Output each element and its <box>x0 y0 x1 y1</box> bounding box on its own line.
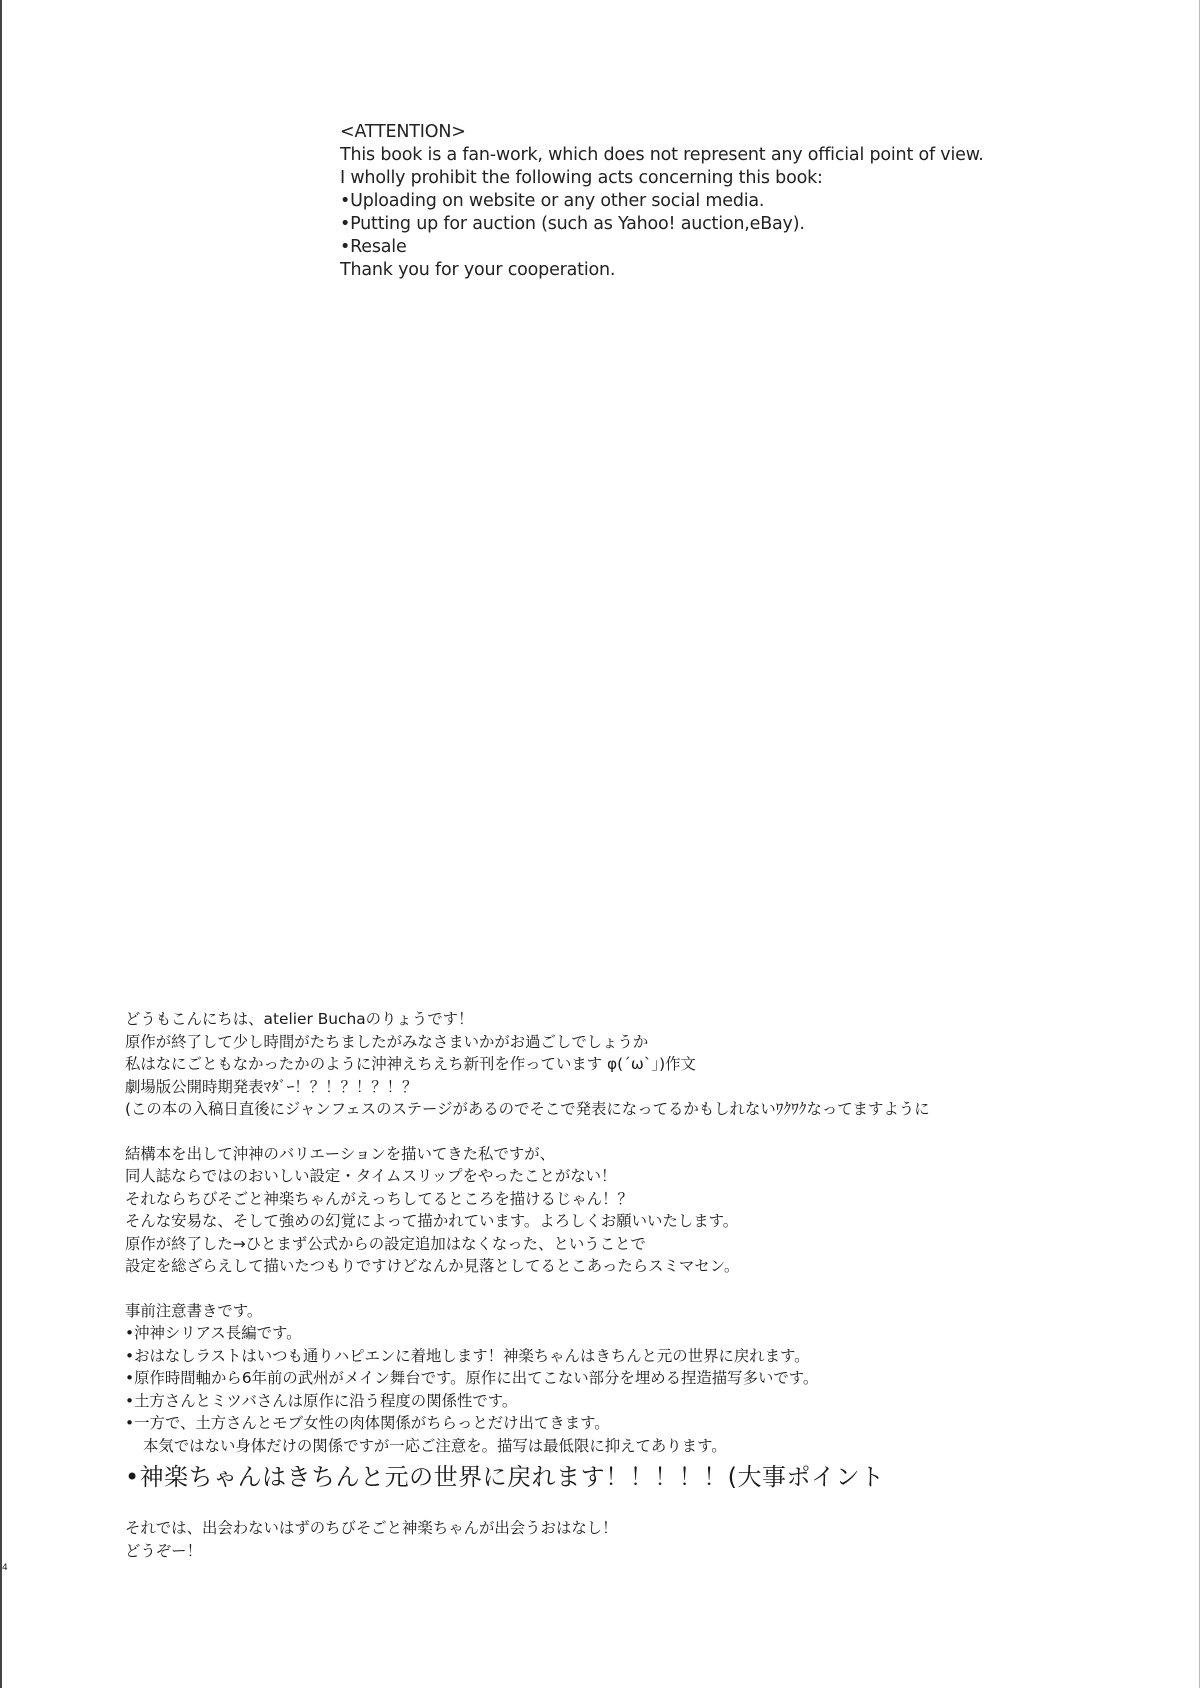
intro-line: (この本の入稿日直後にジャンフェスのステージがあるのでそこで発表になってるかもしれないﾜｸﾜｸなってますように <box>125 1100 930 1118</box>
paragraph-gap <box>125 1497 930 1517</box>
page-number: 4 <box>2 1563 8 1573</box>
attention-line: •Uploading on website or any other social media. <box>340 191 765 211</box>
notes-heading: 事前注意書きです。 <box>125 1301 263 1320</box>
note-item: •おはなしラストはいつも通りハピエンに着地します！神楽ちゃんはきちんと元の世界に戻れます。 <box>125 1346 810 1365</box>
note-item: •原作時間軸から6年前の武州がメイン舞台です。原作に出てこない部分を埋める捏造描写多いです。 <box>125 1369 819 1387</box>
paragraph-gap <box>125 1121 930 1143</box>
body-line: 同人誌ならではのおいしい設定・タイムスリップをやったことがない！ <box>125 1167 617 1185</box>
paragraph-gap <box>125 1278 930 1300</box>
note-item: •土方さんとミツバさんは原作に沿う程度の関係性です。 <box>125 1391 518 1410</box>
attention-heading: <ATTENTION> <box>340 122 466 142</box>
emphasis-line: •神楽ちゃんはきちんと元の世界に戻れます！！！！！(大事ポイント <box>125 1463 885 1491</box>
page-edge <box>0 0 2 1688</box>
note-item: •一方で、土方さんとモブ女性の肉体関係がちらっとだけ出てきます。 <box>125 1414 610 1432</box>
attention-line: Thank you for your cooperation. <box>340 260 616 280</box>
body-line: 設定を総ざらえして描いたつもりですけどなんか見落としてるとこあったらスミマセン。 <box>125 1257 740 1275</box>
closing-line: それでは、出会わないはずのちびそごと神楽ちゃんが出会うおはなし！ <box>125 1519 618 1537</box>
attention-notice <box>340 121 984 282</box>
attention-line: •Resale <box>340 237 407 257</box>
author-afterword <box>125 1008 930 1562</box>
note-indent: 本気ではない身体だけの関係ですが一応ご注意を。描写は最低限に抑えてあります。 <box>143 1436 727 1455</box>
intro-line: 原作が終了して少し時間がたちましたがみなさまいかがお過ごしでしょうか <box>125 1032 649 1051</box>
attention-line: •Putting up for auction (such as Yahoo! auction,eBay). <box>340 214 805 234</box>
body-line: そんな安易な、そして強めの幻覚によって描かれています。よろしくお願いいたします。 <box>125 1212 739 1230</box>
note-item: •沖神シリアス長編です。 <box>125 1324 302 1342</box>
attention-line: I wholly prohibit the following acts concerning this book: <box>340 168 823 188</box>
intro-line: 私はなにごともなかったかのように沖神えちえち新刊を作っています φ(´ω`」)作文 <box>125 1055 696 1073</box>
body-line: それならちびそごと神楽ちゃんがえっちしてるところを描けるじゃん！？ <box>125 1189 633 1208</box>
intro-line: どうもこんにちは、atelier Buchaのりょうです！ <box>125 1010 474 1028</box>
attention-line: This book is a fan-work, which does not represent any official point of view. <box>340 145 984 165</box>
body-line: 結構本を出して沖神のバリエーションを描いてきた私ですが、 <box>125 1144 556 1163</box>
body-line: 原作が終了した→ひとまず公式からの設定追加はなくなった、ということで <box>125 1234 646 1253</box>
closing-line: どうぞー！ <box>125 1541 202 1560</box>
intro-line: 劇場版公開時期発表ﾏﾀﾞｰ！？！？！？！？ <box>125 1077 418 1096</box>
